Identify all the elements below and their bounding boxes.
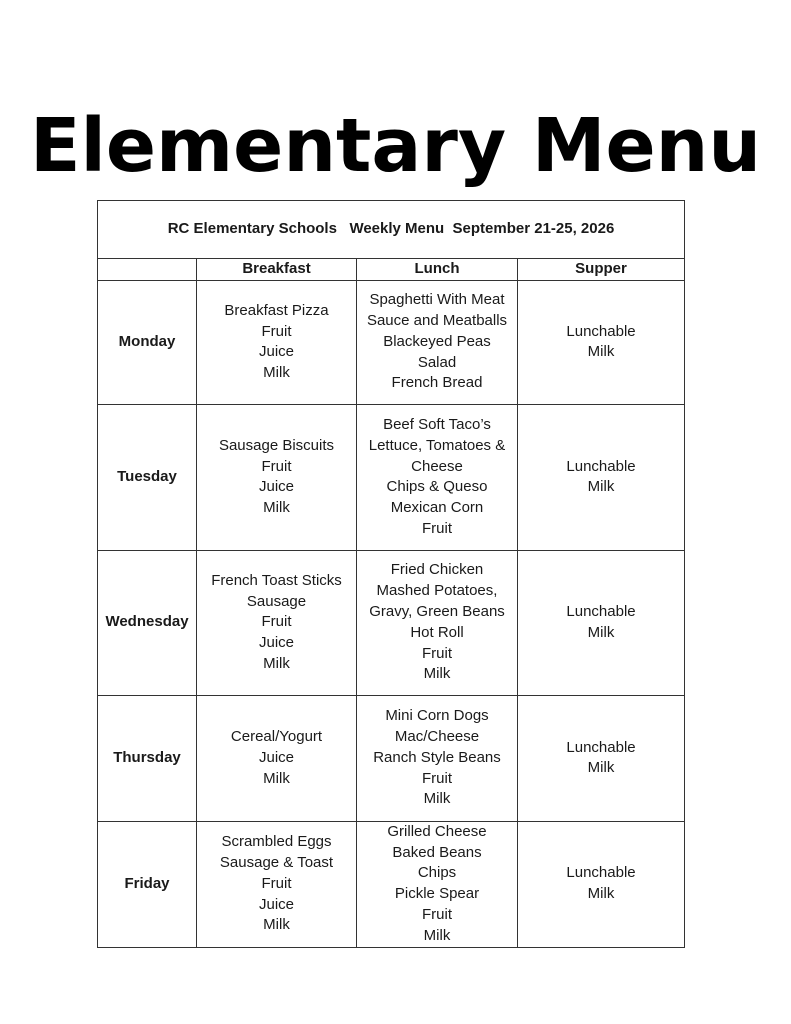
header-row [98, 259, 685, 281]
column-header-supper: Supper [518, 259, 685, 281]
menu-item: Blackeyed Peas [383, 332, 491, 350]
menu-item: Lunchable [566, 457, 636, 475]
breakfast-cell [197, 550, 357, 695]
lunch-cell [357, 280, 518, 404]
menu-item: Scrambled Eggs [221, 833, 332, 851]
breakfast-cell [197, 280, 357, 404]
menu-item: Juice [258, 634, 295, 652]
menu-item: Fruit [422, 519, 452, 537]
day-label: Friday [98, 821, 197, 947]
menu-item: Sauce and Meatballs [366, 312, 508, 330]
menu-item: Chips [417, 864, 457, 882]
menu-item: Juice [258, 895, 295, 913]
menu-item: Lunchable [566, 864, 636, 882]
breakfast-cell [197, 821, 357, 947]
table-row [98, 550, 685, 695]
menu-item: Fruit [422, 769, 452, 787]
page-title: Elementary Menu [29, 103, 762, 189]
menu-item: Milk [263, 654, 290, 672]
menu-item: Grilled Cheese [387, 822, 487, 840]
menu-item: Hot Roll [410, 623, 464, 641]
menu-item: Fruit [261, 613, 292, 631]
menu-item: Juice [258, 478, 295, 496]
menu-item: Chips & Queso [386, 478, 488, 496]
menu-item: Fruit [261, 457, 292, 475]
supper-cell [518, 550, 685, 695]
menu-item: Milk [587, 885, 615, 903]
menu-item: Cereal/Yogurt [230, 728, 323, 746]
menu-item: Mac/Cheese [394, 728, 480, 746]
breakfast-cell [197, 404, 357, 550]
menu-item: Breakfast Pizza [224, 301, 329, 319]
menu-item: Fried Chicken [390, 561, 484, 579]
menu-item: Cheese [411, 457, 463, 475]
supper-cell [518, 695, 685, 821]
menu-item: Ranch Style Beans [373, 748, 501, 766]
column-header-lunch: Lunch [357, 259, 518, 281]
menu-item: Milk [263, 499, 290, 517]
menu-item: Salad [417, 353, 457, 371]
supper-cell [518, 280, 685, 404]
menu-item: Gravy, Green Beans [369, 603, 505, 620]
menu-item: Mexican Corn [390, 499, 484, 517]
menu-item: Sausage & Toast [219, 853, 334, 871]
menu-item: Mini Corn Dogs [385, 707, 489, 725]
table-caption: RC Elementary Schools Weekly Menu September 21-25, 2026 [98, 201, 685, 259]
menu-item: Milk [587, 343, 615, 361]
menu-item: Milk [423, 790, 451, 808]
menu-item: Mashed Potatoes, [376, 582, 498, 600]
menu-item: Juice [258, 748, 295, 766]
lunch-cell [357, 404, 518, 550]
menu-item: Beef Soft Taco’s [383, 415, 491, 433]
menu-item: Pickle Spear [394, 885, 480, 903]
menu-item: Lunchable [566, 603, 636, 620]
menu-item: Milk [587, 623, 615, 641]
day-label: Monday [98, 280, 197, 404]
menu-item: Milk [263, 364, 290, 382]
menu-item: Juice [258, 343, 295, 361]
menu-item: Fruit [422, 644, 452, 662]
supper-cell [518, 404, 685, 550]
menu-item: Milk [587, 759, 615, 777]
menu-item: Milk [423, 926, 451, 944]
menu-item: Fruit [261, 874, 292, 892]
menu-item: Sausage Biscuits [218, 436, 335, 454]
lunch-cell [357, 821, 518, 947]
menu-item: Lunchable [566, 322, 636, 340]
menu-item: Milk [587, 478, 615, 496]
menu-item: Spaghetti With Meat [369, 291, 505, 309]
day-label: Wednesday [98, 550, 197, 695]
table-row [98, 695, 685, 821]
menu-item: Baked Beans [392, 843, 482, 861]
menu-item: French Toast Sticks [211, 571, 342, 589]
menu-item: Fruit [261, 322, 292, 340]
menu-item: French Bread [391, 374, 483, 392]
menu-item: Lunchable [566, 738, 636, 756]
menu-item: Fruit [422, 905, 452, 923]
supper-cell [518, 821, 685, 947]
menu-item: Milk [423, 665, 451, 683]
table-row [98, 821, 685, 947]
caption-row [98, 201, 685, 259]
menu-item: Milk [263, 916, 290, 934]
menu-item: Milk [263, 769, 290, 787]
lunch-cell [357, 695, 518, 821]
table-row [98, 404, 685, 550]
menu-item: Sausage [246, 592, 307, 610]
column-header-breakfast: Breakfast [197, 259, 357, 281]
column-header-day [98, 259, 197, 281]
breakfast-cell [197, 695, 357, 821]
weekly-menu-table [97, 200, 685, 948]
lunch-cell [357, 550, 518, 695]
day-label: Thursday [98, 695, 197, 821]
table-row [98, 280, 685, 404]
day-label: Tuesday [98, 404, 197, 550]
menu-item: Lettuce, Tomatoes & [368, 436, 506, 454]
